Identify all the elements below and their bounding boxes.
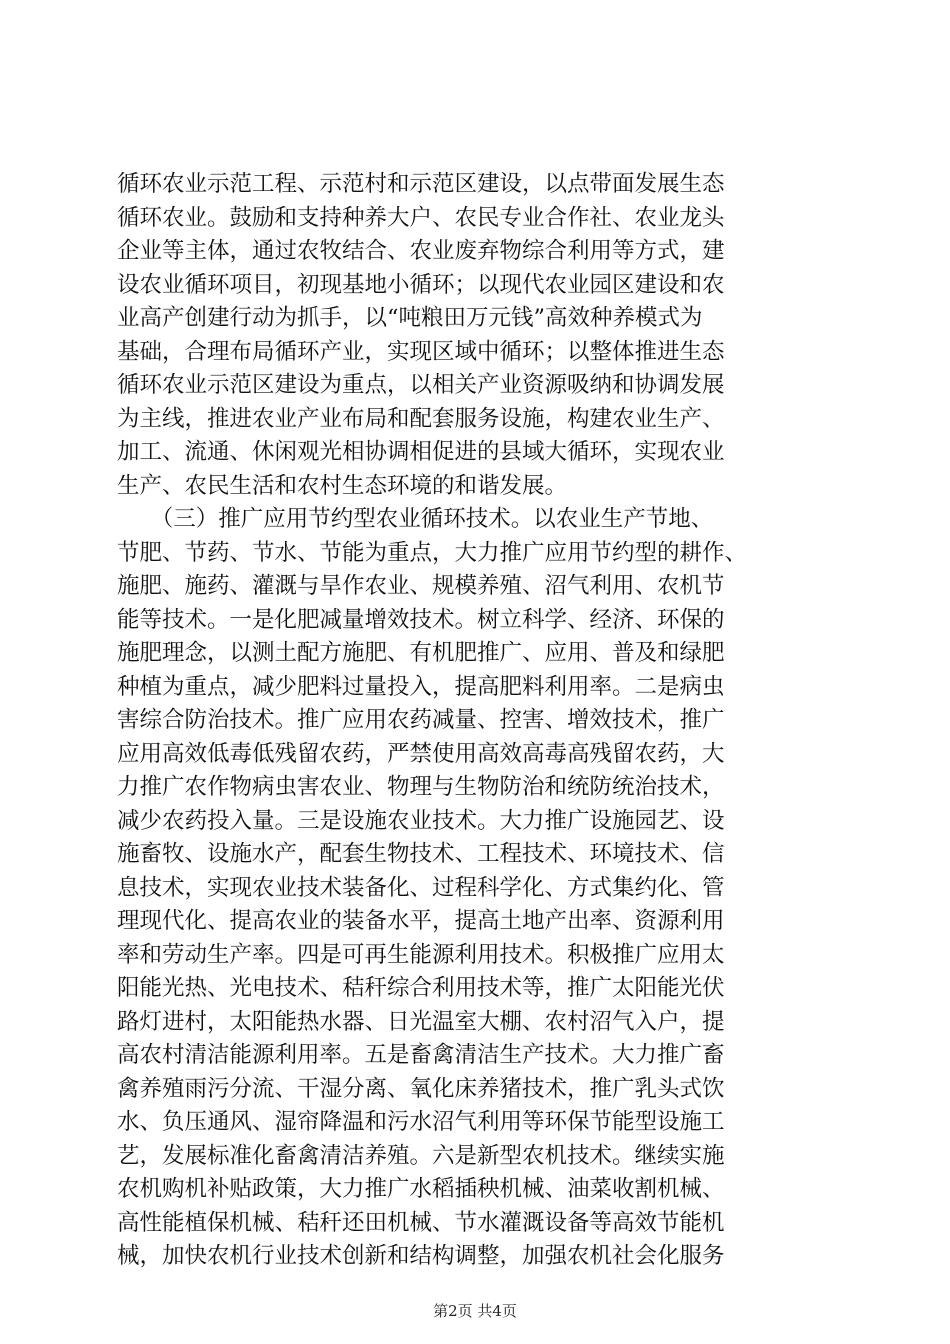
- text-line: 减少农药投入量。三是设施农业技术。大力推广设施园艺、设: [117, 807, 725, 834]
- text-line: 艺，发展标准化畜禽清洁养殖。六是新型农机技术。继续实施: [117, 1142, 725, 1169]
- body-text: [117, 168, 837, 1274]
- text-line: 理现代化、提高农业的装备水平，提高土地产出率、资源利用: [117, 908, 725, 934]
- text-line: 施肥、施药、灌溉与旱作农业、规模养殖、沼气利用、农机节: [117, 573, 725, 599]
- text-line: 种植为重点，减少肥料过量投入，提高肥料利用率。二是病虫: [117, 673, 725, 700]
- text-line: 循环农业示范工程、示范村和示范区建设，以点带面发展生态: [117, 171, 725, 197]
- page-footer: 第2页 共4页: [433, 1302, 517, 1320]
- text-line: （三）推广应用节约型农业循环技术。以农业生产节地、: [117, 506, 714, 532]
- text-line: 循环农业。鼓励和支持种养大户、农民专业合作社、农业龙头: [117, 204, 725, 231]
- text-line: 为主线，推进农业产业布局和配套服务设施，构建农业生产、: [117, 405, 725, 432]
- text-line: 能等技术。一是化肥减量增效技术。树立科学、经济、环保的: [117, 606, 725, 633]
- text-line: 禽养殖雨污分流、干湿分离、氧化床养猪技术，推广乳头式饮: [117, 1075, 725, 1102]
- text-line: 加工、流通、休闲观光相协调相促进的县域大循环，实现农业: [117, 439, 725, 465]
- text-line: 节肥、节药、节水、节能为重点，大力推广应用节约型的耕作、: [117, 539, 748, 566]
- text-line: 生产、农民生活和农村生态环境的和谐发展。: [117, 472, 568, 499]
- text-line: 阳能光热、光电技术、秸秆综合利用技术等，推广太阳能光伏: [117, 975, 725, 1001]
- text-line: 基础，合理布局循环产业，实现区域中循环；以整体推进生态: [117, 338, 725, 365]
- text-line: 息技术，实现农业技术装备化、过程科学化、方式集约化、管: [117, 874, 725, 901]
- text-line: 农机购机补贴政策，大力推广水稻插秧机械、油菜收割机械、: [117, 1176, 725, 1202]
- text-line: 设农业循环项目，初现基地小循环；以现代农业园区建设和农: [117, 271, 725, 298]
- text-line: 应用高效低毒低残留农药，严禁使用高效高毒高残留农药，大: [117, 740, 725, 767]
- text-line: 企业等主体，通过农牧结合、农业废弃物综合利用等方式，建: [117, 238, 725, 264]
- text-line: 施肥理念，以测土配方施肥、有机肥推广、应用、普及和绿肥: [117, 640, 725, 666]
- text-line: 高性能植保机械、秸秆还田机械、节水灌溉设备等高效节能机: [117, 1209, 725, 1236]
- text-line: 害综合防治技术。推广应用农药减量、控害、增效技术，推广: [117, 707, 725, 733]
- text-line: 循环农业示范区建设为重点，以相关产业资源吸纳和协调发展: [117, 372, 725, 398]
- text-line: 率和劳动生产率。四是可再生能源利用技术。积极推广应用太: [117, 941, 725, 968]
- text-line: 水、负压通风、湿帘降温和污水沼气利用等环保节能型设施工: [117, 1109, 725, 1135]
- text-line: 施畜牧、设施水产，配套生物技术、工程技术、环境技术、信: [117, 841, 725, 867]
- text-line: 械，加快农机行业技术创新和结构调整，加强农机社会化服务: [117, 1243, 725, 1269]
- text-line: 高农村清洁能源利用率。五是畜禽清洁生产技术。大力推广畜: [117, 1042, 725, 1068]
- text-line: 业高产创建行动为抓手，以“吨粮田万元钱”高效种养模式为: [117, 305, 703, 331]
- text-line: 路灯进村，太阳能热水器、日光温室大棚、农村沼气入户，提: [117, 1008, 725, 1035]
- text-line: 力推广农作物病虫害农业、物理与生物防治和统防统治技术，: [117, 774, 725, 800]
